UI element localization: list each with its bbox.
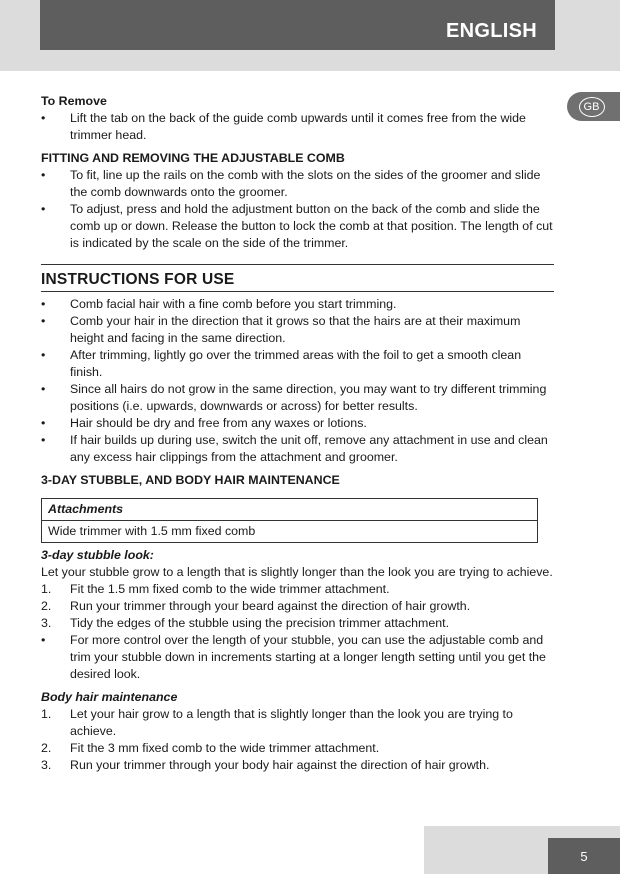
instructions-list (41, 296, 554, 466)
list-item: 3. Tidy the edges of the stubble using the precision trimmer attachment. (41, 616, 450, 630)
to-remove-heading: To Remove (41, 94, 107, 108)
attachments-table-cell: Wide trimmer with 1.5 mm fixed comb (42, 521, 538, 543)
language-label: ENGLISH (446, 20, 537, 42)
list-item: • Comb facial hair with a fine comb before you start trimming. (41, 297, 397, 311)
stubble-steps (41, 581, 554, 683)
stubble-heading: 3-day stubble look: (41, 548, 154, 562)
list-item: • For more control over the length of your stubble, you can use the adjustable comb and trim your stubble down in increments starting at a longer length setting until you get the desired look. (41, 633, 546, 681)
body-hair-heading: Body hair maintenance (41, 690, 178, 704)
list-item: • Hair should be dry and free from any waxes or lotions. (41, 416, 367, 430)
list-item: • If hair builds up during use, switch the unit off, remove any attachment in use and clean any excess hair clippings from the attachment and groomer. (41, 433, 548, 464)
list-item: • To fit, line up the rails on the comb with the slots on the sides of the groomer and slide the comb downwards onto the groomer. (41, 168, 541, 199)
page-number-box (548, 838, 620, 874)
list-item: 3. Run your trimmer through your body hair against the direction of hair growth. (41, 758, 490, 772)
attachments-table-header: Attachments (42, 499, 538, 521)
language-header (40, 0, 555, 50)
stubble-section-heading: 3-DAY STUBBLE, AND BODY HAIR MAINTENANCE (41, 473, 340, 487)
attachments-table (41, 498, 538, 543)
stubble-intro: Let your stubble grow to a length that is slightly longer than the look you are trying to achieve. (41, 565, 553, 579)
list-item: • Since all hairs do not grow in the same direction, you may want to try different trimming positions (i.e. upwards, downwards or across) for better results. (41, 382, 547, 413)
country-badge-label: GB (579, 97, 605, 117)
to-remove-list (41, 110, 554, 144)
list-item: 1. Let your hair grow to a length that is slightly longer than the look you are trying to achieve. (41, 707, 513, 738)
list-item: • Lift the tab on the back of the guide comb upwards until it comes free from the wide trimmer head. (41, 111, 526, 142)
page-content (41, 93, 554, 774)
list-item: • Comb your hair in the direction that it grows so that the hairs are at their maximum height and facing in the same direction. (41, 314, 521, 345)
instructions-heading: INSTRUCTIONS FOR USE (41, 264, 554, 292)
body-hair-steps (41, 706, 554, 774)
page-number: 5 (580, 848, 588, 864)
country-badge (567, 92, 620, 121)
list-item: 2. Fit the 3 mm fixed comb to the wide trimmer attachment. (41, 741, 380, 755)
list-item: • After trimming, lightly go over the trimmed areas with the foil to get a smooth clean finish. (41, 348, 522, 379)
adjustable-comb-list (41, 167, 554, 252)
list-item: • To adjust, press and hold the adjustment button on the back of the comb and slide the comb up or down. Release the button to lock the comb at that position. The length of cut is indicated by the scale on the side of the trimmer. (41, 202, 553, 250)
adjustable-comb-heading: FITTING AND REMOVING THE ADJUSTABLE COMB (41, 151, 345, 165)
list-item: 1. Fit the 1.5 mm fixed comb to the wide trimmer attachment. (41, 582, 390, 596)
list-item: 2. Run your trimmer through your beard against the direction of hair growth. (41, 599, 471, 613)
